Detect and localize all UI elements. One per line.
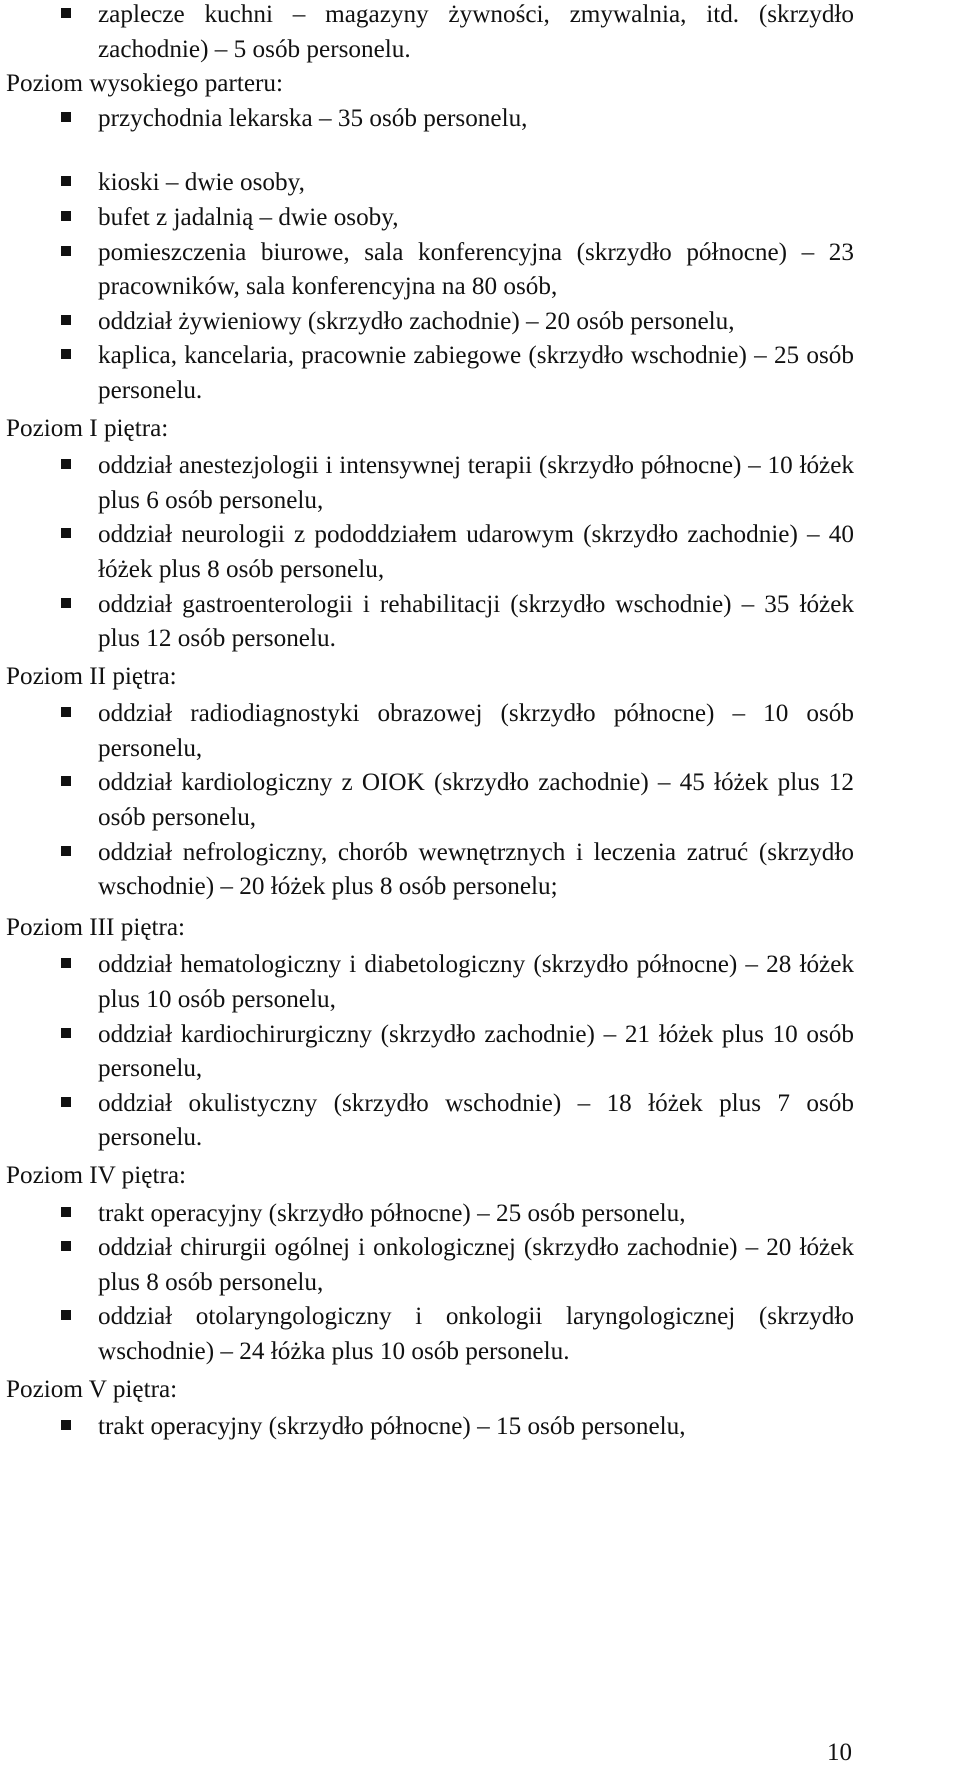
list-item-text: oddział otolaryngologiczny i onkologii laryngologicznej (skrzydło wschodnie) – 24 łóżka plus 10 osób personelu. <box>98 1303 854 1365</box>
list-item <box>6 1300 854 1369</box>
section-floor-4 <box>6 1159 854 1370</box>
section-floor-3 <box>6 911 854 1156</box>
square-bullet-icon <box>61 598 71 608</box>
square-bullet-icon <box>61 211 71 221</box>
list-item <box>6 1231 854 1300</box>
list-item <box>6 449 854 518</box>
list-item <box>6 1018 854 1087</box>
document-page <box>6 0 854 1445</box>
list-item <box>6 588 854 657</box>
list-item <box>6 236 854 305</box>
list-item <box>6 1410 854 1445</box>
square-bullet-icon <box>61 8 71 18</box>
square-bullet-icon <box>61 246 71 256</box>
section-ground-floor <box>6 67 854 408</box>
list-item-text: zaplecze kuchni – magazyny żywności, zmywalnia, itd. (skrzydło zachodnie) – 5 osób personelu. <box>98 1 854 63</box>
section-floor-5 <box>6 1373 854 1445</box>
list-item <box>6 697 854 766</box>
list-item <box>6 305 854 340</box>
list-item <box>6 166 854 201</box>
list-item-text: oddział radiodiagnostyki obrazowej (skrzydło północne) – 10 osób personelu, <box>98 700 854 762</box>
square-bullet-icon <box>61 1310 71 1320</box>
list-item-text: przychodnia lekarska – 35 osób personelu, <box>98 104 528 132</box>
list-item-text: oddział nefrologiczny, chorób wewnętrznych i leczenia zatruć (skrzydło wschodnie) – 20 łóżek plus 8 osób personelu; <box>98 838 854 901</box>
square-bullet-icon <box>61 349 71 359</box>
square-bullet-icon <box>61 315 71 325</box>
section-heading: Poziom wysokiego parteru: <box>6 70 284 98</box>
blank-line <box>6 136 854 166</box>
list-item-text: kaplica, kancelaria, pracownie zabiegowe (skrzydło wschodnie) – 25 osób personelu. <box>98 342 854 404</box>
list-item <box>6 0 854 67</box>
list-item-text: oddział kardiologiczny z OIOK (skrzydło zachodnie) – 45 łóżek plus 12 osób personelu, <box>98 769 854 832</box>
list-item-text: pomieszczenia biurowe, sala konferencyjna (skrzydło północne) – 23 pracowników, sala konferencyjna na 80 osób, <box>98 238 854 301</box>
list-item <box>6 948 854 1017</box>
square-bullet-icon <box>61 1028 71 1038</box>
section-floor-1 <box>6 412 854 657</box>
section-heading: Poziom III piętra: <box>6 913 186 941</box>
list-item-text: oddział chirurgii ogólnej i onkologicznej (skrzydło zachodnie) – 20 łóżek plus 8 osób personelu, <box>98 1234 854 1296</box>
square-bullet-icon <box>61 1097 71 1107</box>
square-bullet-icon <box>61 459 71 469</box>
section-floor-2 <box>6 660 854 905</box>
list-item-text: oddział anestezjologii i intensywnej terapii (skrzydło północne) – 10 łóżek plus 6 osób personelu, <box>98 452 854 514</box>
list-item-text: oddział okulistyczny (skrzydło wschodnie) – 18 łóżek plus 7 osób personelu. <box>98 1089 854 1152</box>
square-bullet-icon <box>61 707 71 717</box>
square-bullet-icon <box>61 1420 71 1430</box>
list-item <box>6 518 854 587</box>
square-bullet-icon <box>61 958 71 968</box>
section-heading: Poziom I piętra: <box>6 414 169 442</box>
square-bullet-icon <box>61 846 71 856</box>
list-item <box>6 766 854 835</box>
square-bullet-icon <box>61 1207 71 1217</box>
section-continuation <box>6 0 854 67</box>
square-bullet-icon <box>61 1241 71 1251</box>
square-bullet-icon <box>61 528 71 538</box>
page-number: 10 <box>827 1739 852 1766</box>
list-item-text: trakt operacyjny (skrzydło północne) – 25 osób personelu, <box>98 1199 686 1227</box>
square-bullet-icon <box>61 176 71 186</box>
list-item-text: oddział hematologiczny i diabetologiczny (skrzydło północne) – 28 łóżek plus 10 osób personelu, <box>98 951 854 1014</box>
section-heading: Poziom V piętra: <box>6 1375 178 1403</box>
list-item-text: bufet z jadalnią – dwie osoby, <box>98 203 399 231</box>
list-item <box>6 836 854 905</box>
list-item <box>6 102 854 137</box>
list-item-text: oddział kardiochirurgiczny (skrzydło zachodnie) – 21 łóżek plus 10 osób personelu, <box>98 1020 854 1083</box>
list-item-text: trakt operacyjny (skrzydło północne) – 15 osób personelu, <box>98 1413 686 1441</box>
section-heading: Poziom IV piętra: <box>6 1162 187 1189</box>
list-item <box>6 1197 854 1232</box>
list-item <box>6 201 854 236</box>
list-item-text: kioski – dwie osoby, <box>98 169 305 197</box>
list-item <box>6 1087 854 1156</box>
list-item-text: oddział żywieniowy (skrzydło zachodnie) – 20 osób personelu, <box>98 307 735 335</box>
list-item <box>6 339 854 408</box>
square-bullet-icon <box>61 112 71 122</box>
list-item-text: oddział gastroenterologii i rehabilitacji (skrzydło wschodnie) – 35 łóżek plus 12 osób personelu. <box>98 590 854 653</box>
square-bullet-icon <box>61 776 71 786</box>
list-item-text: oddział neurologii z pododdziałem udarowym (skrzydło zachodnie) – 40 łóżek plus 8 osób personelu, <box>98 521 854 583</box>
section-heading: Poziom II piętra: <box>6 662 177 690</box>
